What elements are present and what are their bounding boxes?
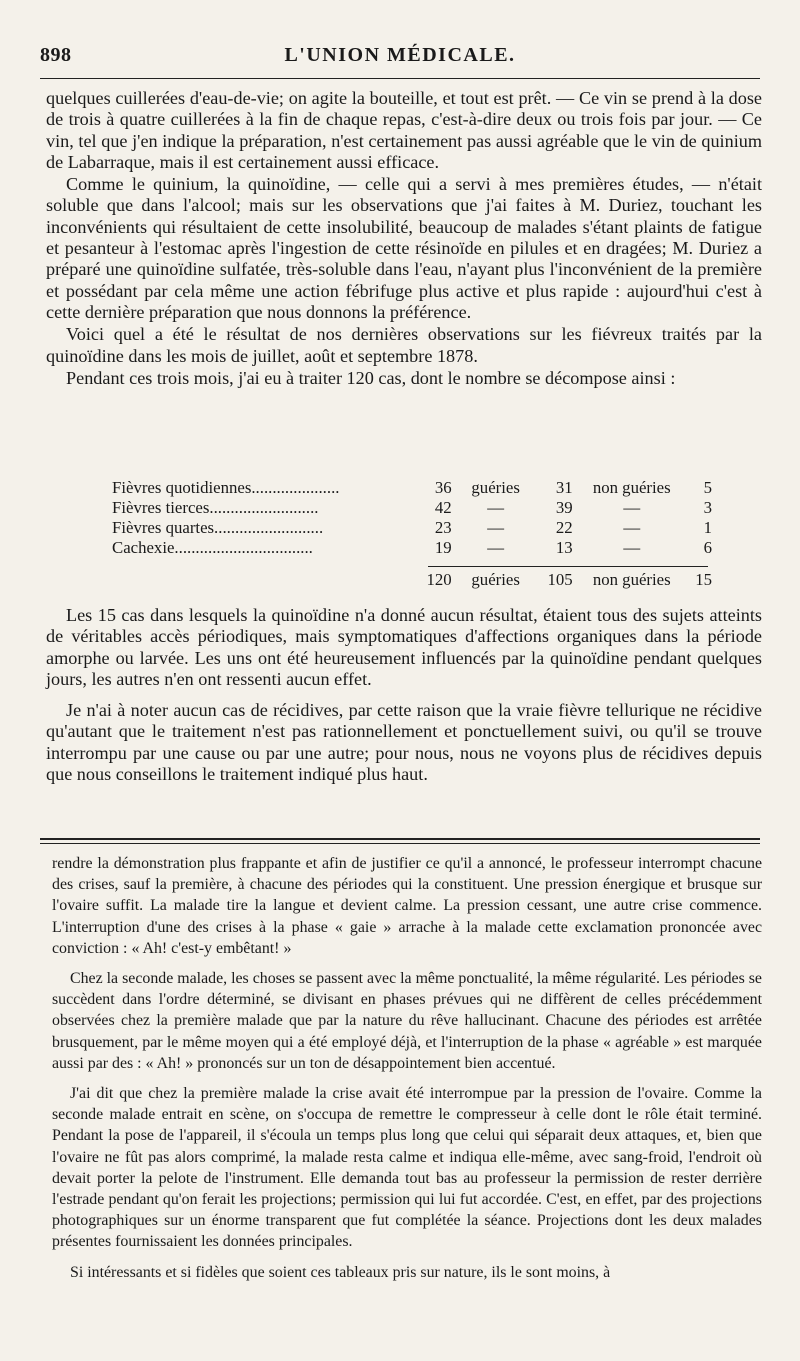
main-article-text	[46, 88, 762, 389]
paragraph: Comme le quinium, la quinoïdine, — celle qui a servi à mes premières études, — n'était soluble que dans l'alcool; mais sur les observations que j'ai faites à M. Duriez, touchant les inconvénients qui résultaient de cette insolubilité, beaucoup de malades s'étant plaints de fatigue et pesanteur à l'estomac après l'ingestion de cette résinoïde en pilules et en dragées; M. Duriez a préparé une quinoïdine sulfatée, très-soluble dans l'eau, n'ayant plus l'inconvénient de la première et possédant par cela même une action fébrifuge plus active et plus rapide : aujourd'hui c'est à cette dernière préparation que nous donnons la préférence.	[46, 174, 762, 322]
fever-results-table	[112, 478, 712, 592]
paragraph: Les 15 cas dans lesquels la quinoïdine n'a donné aucun résultat, étaient tous des sujets atteints de véritables accès périodiques, mais symptomatiques d'affections organiques dans la période amorphe ou larvée. Les uns ont été heureusement influencés par la quinoïdine pendant quelques jours, les autres n'en ont ressenti aucun effet.	[46, 605, 762, 689]
total-rule	[428, 566, 708, 567]
header-rule	[40, 78, 760, 79]
paragraph: J'ai dit que chez la première malade la crise avait été interrompue par la pression de l'ovaire. Comme la seconde malade entrait en scène, on s'occupa de remettre le compresseur à celle dont le rôle était terminé. Pendant la pose de l'appareil, il s'écoula un temps plus long que celui qui séparait deux attaques, et, bien que l'ovaire ne fût pas alors comprimé, la malade resta calme et indiqua elle-même, avec sang-froid, l'endroit où devait porter la pelote de l'instrument. Elle demanda tout bas au professeur la permission de rester derrière l'estrade pendant qu'on ferait les projections; permission qui lui fut accordée. C'est, en effet, par des projections photographiques sur un énorme transparent que fut complétée la séance. Projections dont les deux malades présentes fournissaient les données principales.	[52, 1085, 762, 1251]
paragraph: quelques cuillerées d'eau-de-vie; on agite la bouteille, et tout est prêt. — Ce vin se prend à la dose de trois à quatre cuillerées à la fin de chaque repas, c'est-à-dire deux ou trois fois par jour. — Ce vin, tel que j'en indique la préparation, n'est certainement pas aussi agréable que le vin de quinium de Labarraque, mais il est certainement aussi efficace.	[46, 88, 762, 172]
table-total-row: 120 guéries 105 non guéries 15	[426, 570, 712, 589]
main-article-text-continued	[46, 605, 762, 785]
paragraph: Voici quel a été le résultat de nos dernières observations sur les fiévreux traités par la quinoïdine dans les mois de juillet, août et septembre 1878.	[46, 324, 762, 366]
paragraph: rendre la démonstration plus frappante et afin de justifier ce qu'il a annoncé, le professeur interrompt chacune des crises, sauf la première, à chacune des périodes qui la constituent. Une pression énergique et brusque sur l'ovaire suffit. La malade tire la langue et devient calme. La pression cessant, une autre crise commence. L'interruption d'une des crises à la phase « gaie » arrache à la malade cette exclamation prononcée avec conviction : « Ah! c'est-y embêtant! »	[52, 855, 762, 957]
page-header	[40, 44, 760, 74]
table-row: Fièvres quartes.......................... 23 — 22 — 1	[112, 518, 712, 537]
paragraph: Chez la seconde malade, les choses se passent avec la même ponctualité, la même régularité. Les périodes se succèdent dans l'ordre déterminé, se divisant en phases prévues qui ne diffèrent de celles précédemment observées chez la première malade que par la nature du rêve hallucinant. Chacune des périodes est arrêtée brusquement, par le même moyen qui a été employé déjà, et l'interruption de la phase « agréable » est marquée aussi par des : « Ah! » prononcés sur un ton de désappointement bien accentué.	[52, 970, 762, 1072]
page-number: 898	[40, 44, 72, 66]
running-title: L'UNION MÉDICALE.	[284, 44, 516, 66]
feuilleton-rule	[40, 838, 760, 840]
paragraph: Si intéressants et si fidèles que soient ces tableaux pris sur nature, ils le sont moins, à	[70, 1263, 611, 1281]
table-row: Cachexie................................. 19 — 13 — 6	[112, 538, 712, 557]
feuilleton-rule-thin	[40, 843, 760, 844]
table-row: Fièvres quotidiennes..................... 36 guéries 31 non guéries 5	[112, 478, 712, 497]
feuilleton-text	[52, 853, 762, 1283]
paragraph: Pendant ces trois mois, j'ai eu à traiter 120 cas, dont le nombre se décompose ainsi :	[66, 367, 676, 388]
table-row: Fièvres tierces.......................... 42 — 39 — 3	[112, 498, 712, 517]
paragraph: Je n'ai à noter aucun cas de récidives, par cette raison que la vraie fièvre tellurique ne récidive qu'autant que le traitement n'est pas rationnellement et ponctuellement suivi, ou qu'il se trouve interrompu par une cause ou par une autre; pour nous, nous ne voyons plus de récidives depuis que nous conseillons le traitement indiqué plus haut.	[46, 700, 762, 785]
